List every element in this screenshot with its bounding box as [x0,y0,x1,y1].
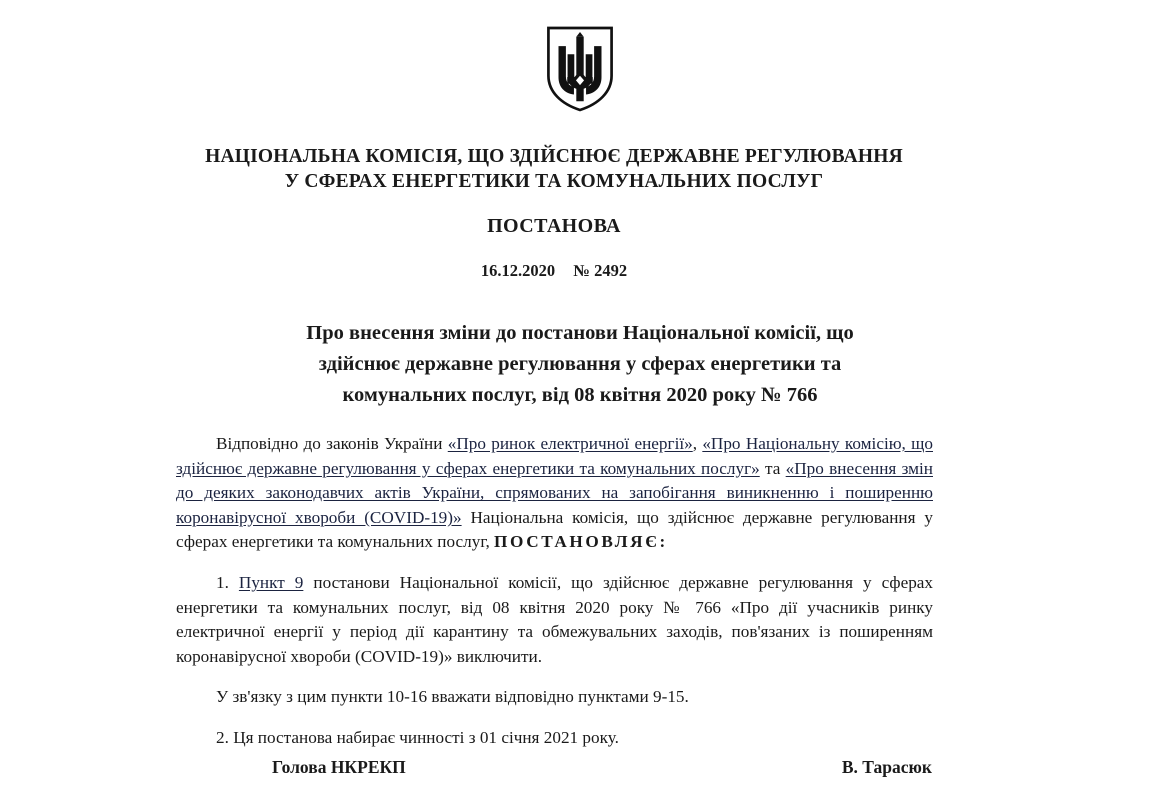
clause-1-text: постанови Національної комісії, що здійснює державне регулювання у сферах енергетики та комунальних послуг, від 08 квітня 2020 року № 766 «Про дії учасників ринку електричної енергії у період дії карантину та обмежувальних заходів, пов'язаних із поширенням коронавірусної хвороби (COVID-19)» виключити. [176,572,934,666]
clause-1-number: 1. [216,572,239,592]
preamble-paragraph [176,432,933,555]
preamble-separator-2: та [759,458,786,478]
document-date: 16.12.2020 [480,261,556,280]
ukraine-tryzub-coat-of-arms-icon [546,26,614,112]
agency-header [176,144,932,194]
preamble-lead: Відповідно до законів України [216,434,448,453]
law-link-covid-amendments[interactable]: «Про внесення змін до деяких законодавчих актів України, спрямованих на запобігання виникненню і поширенню коронавірусної хвороби (COVID-19)» [176,458,933,527]
law-link-national-commission[interactable]: «Про Національну комісію, що здійснює державне регулювання у сферах енергетики та комунальних послуг» [176,434,933,478]
document-title-line-2: здійснює державне регулювання у сферах енергетики та [318,353,842,375]
document-meta [176,261,932,281]
clause-1-note-paragraph: У зв'язку з цим пункти 10-16 вважати відповідно пунктами 9-15. [216,687,689,707]
signatory-position: Голова НКРЕКП [272,757,406,777]
document-number: № 2492 [573,261,628,280]
clause-1-paragraph [176,571,933,669]
clause-2-paragraph: 2. Ця постанова набирає чинності з 01 січня 2021 року. [216,727,619,747]
document-title-line-1: Про внесення зміни до постанови Національної комісії, що [306,322,854,344]
document-type: ПОСТАНОВА [487,215,621,237]
clause-link-point-9[interactable]: Пункт 9 [238,572,304,592]
emblem-container [0,26,1159,112]
agency-header-line-1: НАЦІОНАЛЬНА КОМІСІЯ, ЩО ЗДІЙСНЮЄ ДЕРЖАВНЕ РЕГУЛЮВАННЯ [205,146,903,167]
document-title-line-3: комунальних послуг, від 08 квітня 2020 року № 766 [342,384,818,406]
document-body [176,432,933,760]
decree-keyword: ПОСТАНОВЛЯЄ: [494,532,668,552]
document-title [218,318,942,411]
signatory-name: В. Тарасюк [841,757,932,777]
preamble-separator-1: , [692,434,703,453]
agency-header-line-2: У СФЕРАХ ЕНЕРГЕТИКИ ТА КОМУНАЛЬНИХ ПОСЛУГ [284,171,824,192]
preamble-tail: Національна комісія, що здійснює державне регулювання у сферах енергетики та комунальних послуг, [176,507,933,552]
law-link-electricity-market[interactable]: «Про ринок електричної енергії» [447,434,693,453]
signature-block [272,757,932,778]
